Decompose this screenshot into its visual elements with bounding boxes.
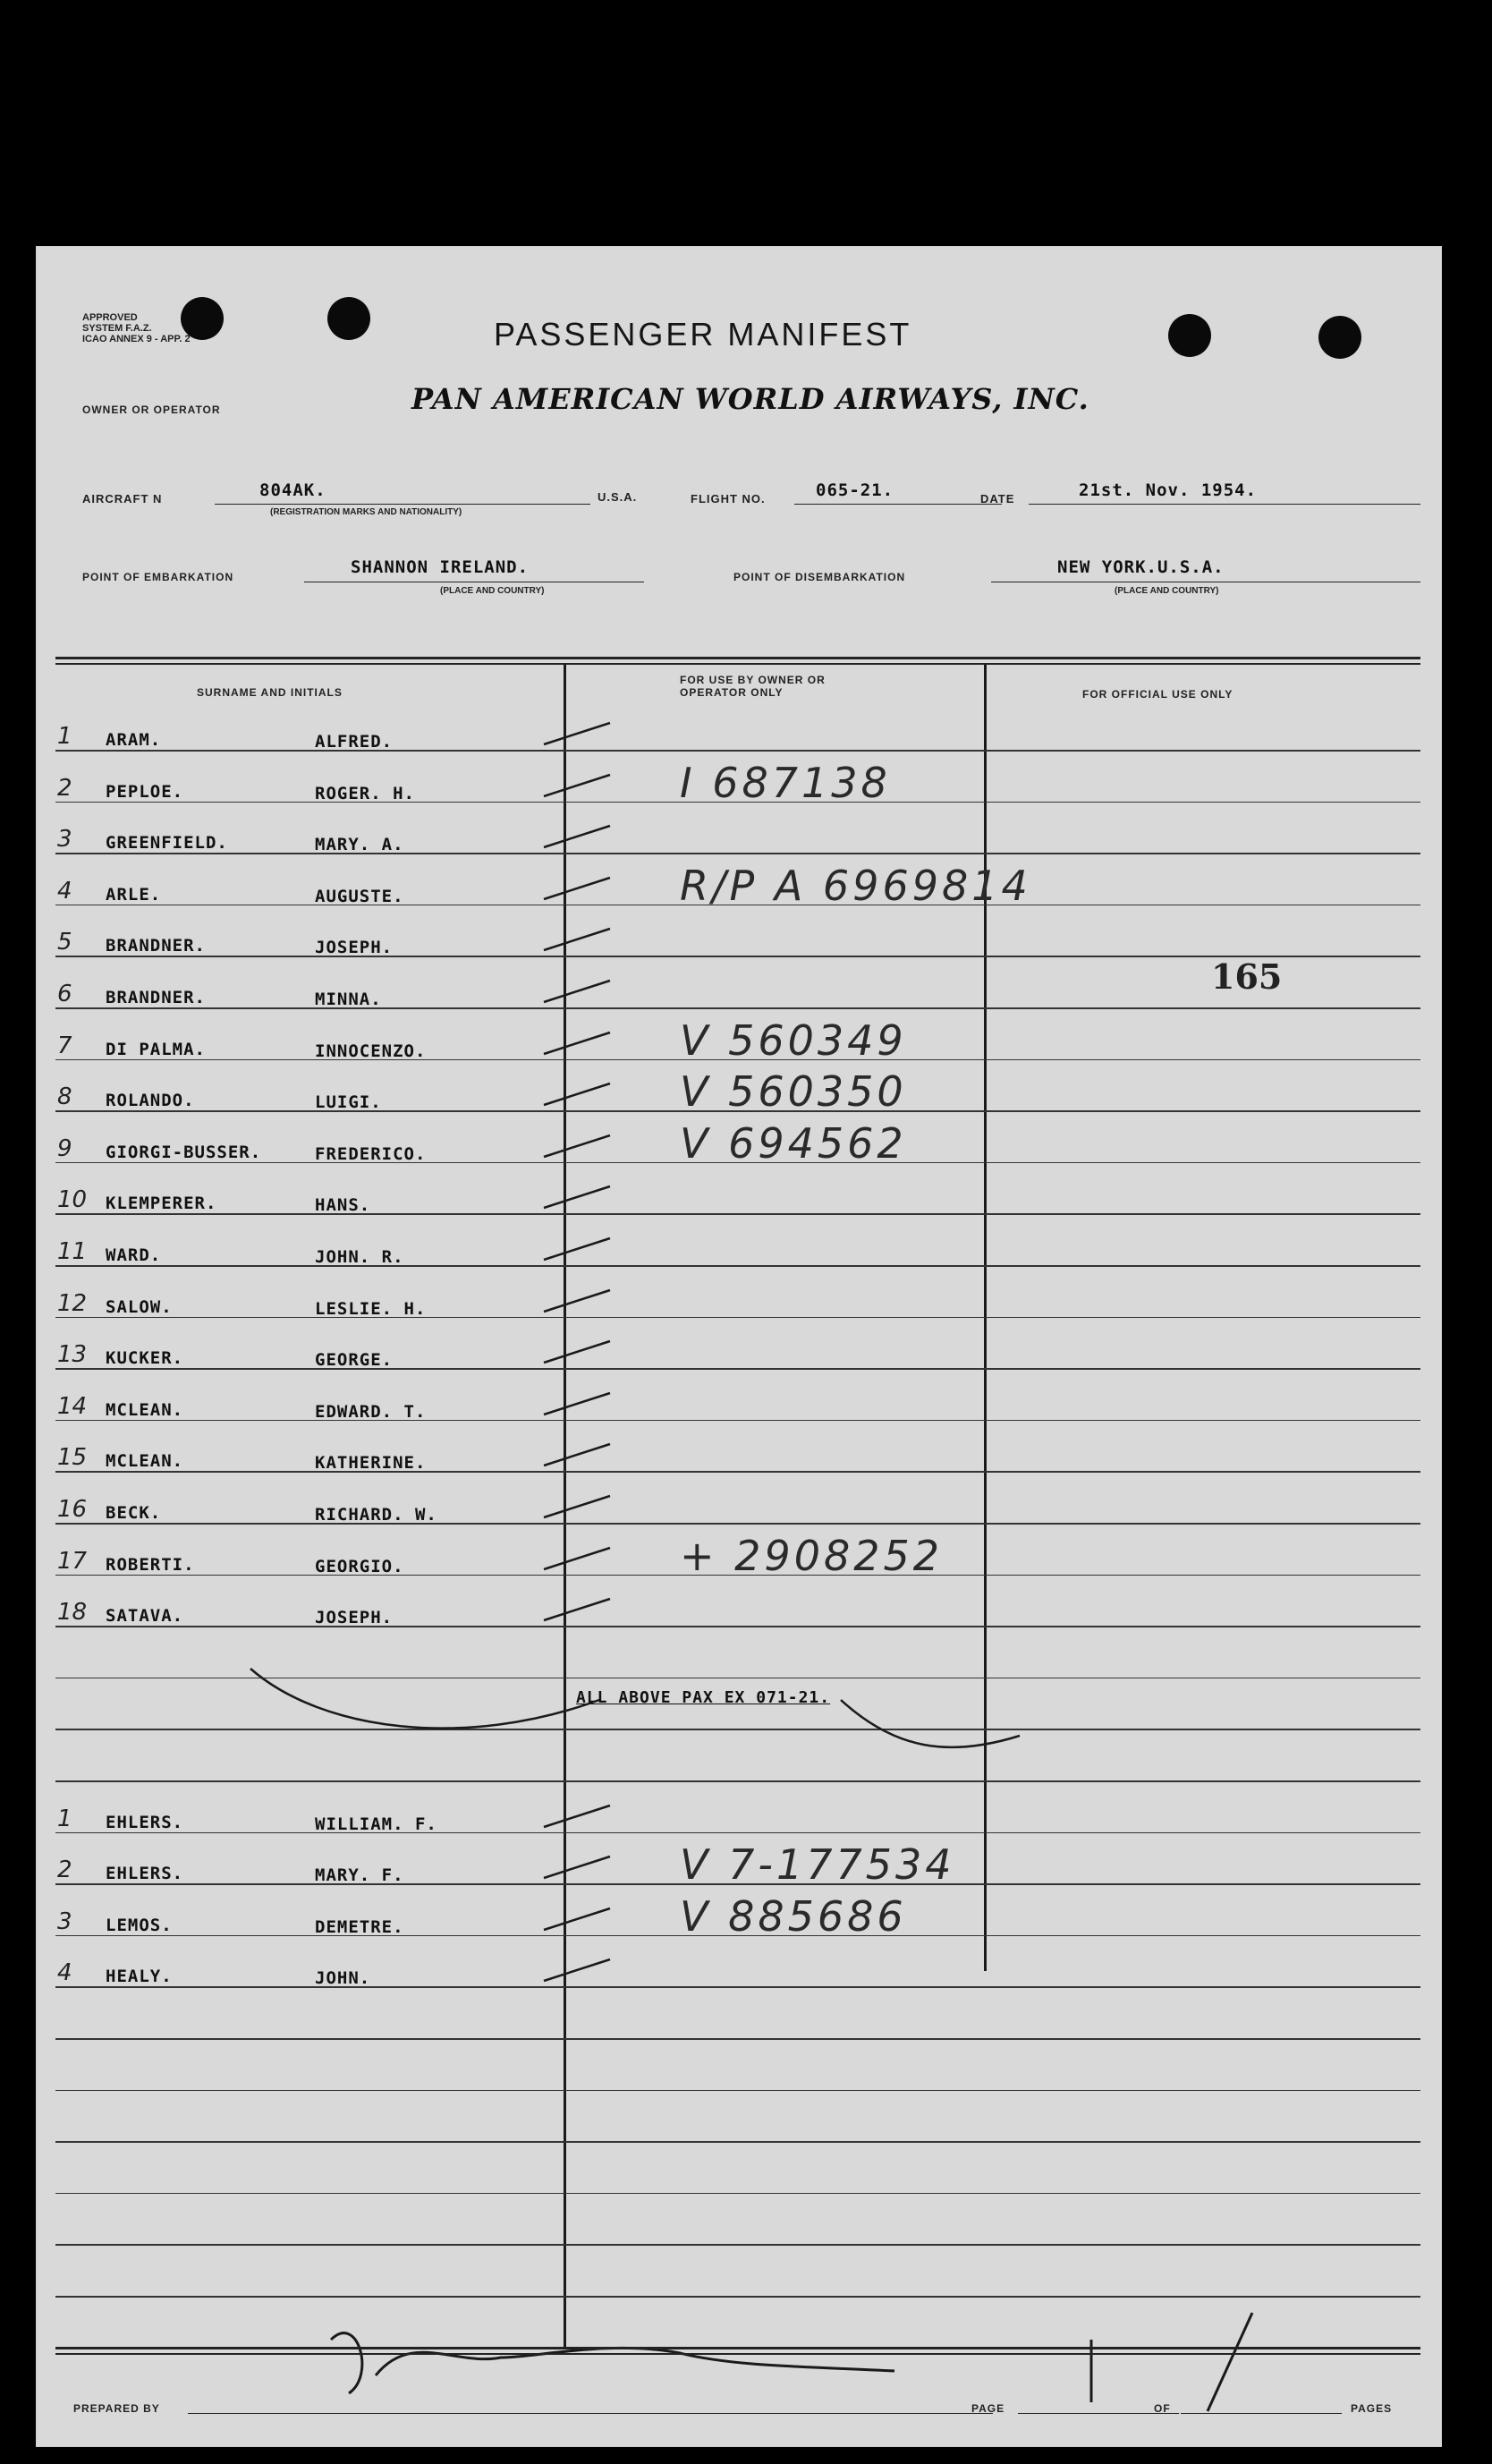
row-number: 17	[57, 1547, 88, 1575]
passenger-surname: KUCKER.	[106, 1348, 184, 1369]
check-mark	[537, 1491, 617, 1526]
passenger-surname: BECK.	[106, 1503, 162, 1523]
manifest-sheet	[36, 246, 1442, 2447]
disembark-label: POINT OF DISEMBARKATION	[733, 571, 906, 583]
check-mark	[537, 1851, 617, 1887]
row-number: 13	[57, 1341, 88, 1369]
row-number: 16	[57, 1496, 88, 1523]
flight-underline	[794, 504, 1002, 505]
row-number: 4	[57, 1959, 72, 1987]
check-mark	[537, 1078, 617, 1114]
prepared-label: PREPARED BY	[73, 2402, 160, 2415]
row-number: 5	[57, 929, 72, 956]
check-mark	[537, 1181, 617, 1217]
passenger-surname: MCLEAN.	[106, 1399, 184, 1420]
passenger-given-name: RICHARD. W.	[315, 1505, 437, 1525]
row-rule	[55, 2296, 1420, 2298]
check-mark	[537, 1542, 617, 1578]
nationality: U.S.A.	[598, 490, 638, 504]
passenger-surname: LEMOS.	[106, 1915, 173, 1935]
passenger-surname: KLEMPERER.	[106, 1194, 217, 1214]
row-rule	[55, 2038, 1420, 2040]
approved-line: SYSTEM F.A.Z.	[82, 323, 152, 334]
approved-stamp	[82, 312, 191, 344]
list-item	[36, 1233, 1442, 1285]
passenger-given-name: JOHN. R.	[315, 1247, 404, 1267]
list-item	[36, 1118, 1442, 1182]
check-mark	[537, 1800, 617, 1836]
list-item	[36, 1593, 1442, 1645]
page-label: PAGE	[971, 2402, 1005, 2415]
row-number: 7	[57, 1032, 72, 1059]
official-number: 165	[1211, 956, 1283, 997]
passenger-given-name: LUIGI.	[315, 1092, 382, 1113]
bracket-curve	[841, 1700, 1020, 1747]
list-item	[36, 1285, 1442, 1337]
date-underline	[1029, 504, 1420, 505]
disembark-value: NEW YORK.U.S.A.	[1057, 557, 1225, 577]
row-number: 2	[57, 1856, 72, 1884]
row-number: 2	[57, 774, 72, 802]
passenger-given-name: ROGER. H.	[315, 783, 415, 803]
page-title: PASSENGER MANIFEST	[494, 316, 912, 353]
row-number: 9	[57, 1134, 72, 1162]
check-mark	[537, 1130, 617, 1166]
passenger-surname: ARAM.	[106, 730, 162, 750]
passport-number: V 7-177534	[680, 1840, 955, 1890]
passport-number: I 687138	[680, 758, 891, 807]
list-item	[36, 861, 1442, 924]
passenger-given-name: ALFRED.	[315, 732, 394, 752]
passport-number: V 560350	[680, 1067, 907, 1117]
passenger-surname: SALOW.	[106, 1296, 173, 1317]
row-number: 8	[57, 1083, 72, 1111]
passenger-surname: BRANDNER.	[106, 988, 206, 1007]
approved-line: ICAO ANNEX 9 - APP. 2	[82, 334, 191, 344]
list-item	[36, 1336, 1442, 1388]
check-mark	[537, 1388, 617, 1423]
row-number: 1	[57, 723, 72, 750]
punch-hole	[327, 297, 370, 340]
check-mark	[537, 1903, 617, 1939]
passenger-surname: DI PALMA.	[106, 1039, 206, 1059]
list-item	[36, 1531, 1442, 1594]
passenger-given-name: JOSEPH.	[315, 1608, 394, 1628]
passenger-given-name: HANS.	[315, 1195, 371, 1216]
row-number: 18	[57, 1599, 88, 1627]
list-item	[36, 1954, 1442, 2006]
approved-line: APPROVED	[82, 312, 138, 323]
owner-label: OWNER OR OPERATOR	[82, 404, 221, 416]
row-number: 10	[57, 1186, 88, 1214]
passport-number: + 2908252	[680, 1531, 944, 1580]
check-mark	[537, 718, 617, 753]
date-value: 21st. Nov. 1954.	[1079, 480, 1258, 500]
row-rule	[55, 1780, 1420, 1782]
table-bottom-rule	[55, 2347, 1420, 2349]
passport-number: R/P A 6969814	[680, 861, 1031, 910]
check-mark	[537, 1285, 617, 1321]
row-rule	[55, 2244, 1420, 2246]
passenger-given-name: MINNA.	[315, 990, 382, 1009]
transfer-note: ALL ABOVE PAX EX 071-21.	[576, 1688, 831, 1707]
passenger-surname: GIORGI-BUSSER.	[106, 1142, 262, 1162]
row-number: 15	[57, 1444, 88, 1472]
of-underline	[1181, 2413, 1342, 2414]
passenger-given-name: WILLIAM. F.	[315, 1814, 437, 1834]
passenger-given-name: GEORGIO.	[315, 1556, 404, 1576]
aircraft-underline	[215, 504, 590, 505]
passenger-surname: EHLERS.	[106, 1864, 184, 1884]
passenger-given-name: GEORGE.	[315, 1350, 394, 1371]
passenger-surname: WARD.	[106, 1245, 162, 1265]
row-rule	[55, 2141, 1420, 2143]
row-number: 14	[57, 1392, 88, 1420]
passenger-given-name: EDWARD. T.	[315, 1401, 427, 1422]
row-rule	[55, 2193, 1420, 2195]
passenger-surname: ARLE.	[106, 884, 162, 905]
passenger-surname: ROLANDO.	[106, 1091, 195, 1111]
date-label: DATE	[980, 492, 1015, 506]
check-mark	[537, 1336, 617, 1372]
check-mark	[537, 1233, 617, 1269]
embark-value: SHANNON IRELAND.	[351, 557, 530, 577]
passenger-surname: SATAVA.	[106, 1606, 184, 1627]
row-number: 12	[57, 1289, 88, 1317]
passenger-given-name: INNOCENZO.	[315, 1041, 427, 1061]
passenger-surname: MCLEAN.	[106, 1451, 184, 1472]
col-header-official: FOR OFFICIAL USE ONLY	[1082, 688, 1233, 701]
flight-label: FLIGHT NO.	[691, 492, 766, 506]
row-number: 6	[57, 981, 72, 1007]
row-number: 4	[57, 877, 72, 905]
aircraft-caption: (REGISTRATION MARKS AND NATIONALITY)	[270, 507, 462, 517]
check-mark	[537, 923, 617, 959]
passenger-given-name: FREDERICO.	[315, 1143, 427, 1164]
passenger-given-name: MARY. F.	[315, 1865, 404, 1886]
row-number: 11	[57, 1238, 88, 1265]
punch-hole	[1168, 314, 1211, 357]
check-mark	[537, 769, 617, 805]
signature-mark	[331, 2333, 894, 2393]
pages-label: PAGES	[1351, 2402, 1393, 2415]
row-number: 1	[57, 1805, 72, 1832]
list-item	[36, 1891, 1442, 1955]
passenger-given-name: LESLIE. H.	[315, 1298, 427, 1319]
passenger-surname: ROBERTI.	[106, 1554, 195, 1575]
passenger-given-name: AUGUSTE.	[315, 886, 404, 906]
passenger-given-name: MARY. A.	[315, 835, 404, 855]
check-mark	[537, 820, 617, 856]
col-header-name: SURNAME AND INITIALS	[197, 686, 343, 699]
passenger-given-name: JOHN.	[315, 1968, 371, 1989]
table-bottom-rule	[55, 2353, 1420, 2355]
row-number: 3	[57, 1907, 72, 1935]
passenger-given-name: KATHERINE.	[315, 1453, 427, 1474]
list-item	[36, 758, 1442, 821]
passenger-surname: GREENFIELD.	[106, 833, 228, 854]
list-item	[36, 1181, 1442, 1233]
check-mark	[537, 1027, 617, 1063]
check-mark	[537, 1439, 617, 1474]
list-item	[36, 1439, 1442, 1491]
aircraft-label: AIRCRAFT N	[82, 492, 163, 506]
col-header-owner: FOR USE BY OWNER OR OPERATOR ONLY	[680, 674, 826, 699]
passenger-surname: EHLERS.	[106, 1812, 184, 1832]
check-mark	[537, 1954, 617, 1990]
passenger-surname: HEALY.	[106, 1967, 173, 1987]
row-rule	[55, 1729, 1420, 1730]
of-label: OF	[1154, 2402, 1171, 2415]
passenger-surname: PEPLOE.	[106, 781, 184, 802]
check-mark	[537, 1593, 617, 1629]
check-mark	[537, 975, 617, 1011]
passenger-surname: BRANDNER.	[106, 936, 206, 956]
carrier-name: PAN AMERICAN WORLD AIRWAYS, INC.	[411, 382, 1089, 416]
passenger-given-name: DEMETRE.	[315, 1916, 404, 1937]
table-top-rule	[55, 663, 1420, 665]
passport-number: V 885686	[680, 1891, 907, 1941]
prepared-underline	[188, 2413, 993, 2414]
passport-number: V 560349	[680, 1015, 907, 1065]
place-caption: (PLACE AND COUNTRY)	[440, 586, 545, 596]
passenger-given-name: JOSEPH.	[315, 938, 394, 958]
punch-hole	[1318, 316, 1361, 359]
row-number: 3	[57, 826, 72, 854]
check-mark	[537, 872, 617, 908]
flight-value: 065-21.	[816, 480, 894, 500]
list-item	[36, 1388, 1442, 1440]
row-rule	[55, 2090, 1420, 2092]
table-top-rule	[55, 657, 1420, 659]
aircraft-value: 804AK.	[259, 480, 326, 500]
row-rule	[55, 1678, 1420, 1679]
passport-number: V 694562	[680, 1118, 907, 1168]
place-caption: (PLACE AND COUNTRY)	[1115, 586, 1219, 596]
embark-label: POINT OF EMBARKATION	[82, 571, 234, 583]
